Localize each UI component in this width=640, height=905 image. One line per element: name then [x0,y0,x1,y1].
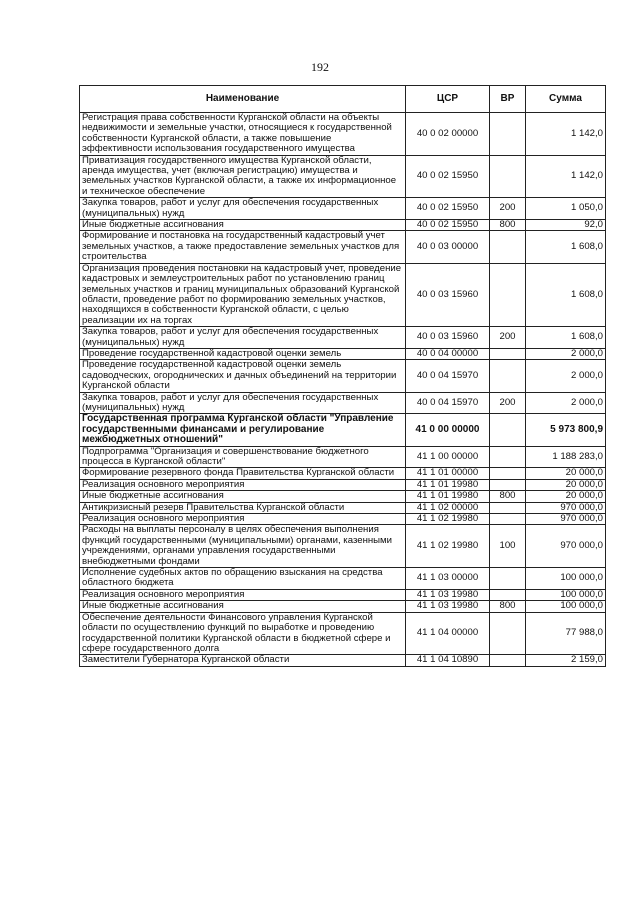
cell-name: Расходы на выплаты персоналу в целях обеспечения выполнения функций государственными (муниципальными) органами, казенными учреждениями, органами управления государственными внебюджетными фондами [80,525,406,568]
cell-name: Государственная программа Курганской области "Управление государственными финансами и регулирование межбюджетных отношений" [80,414,406,446]
cell-sum: 1 608,0 [526,327,606,349]
cell-vr [490,263,526,326]
cell-name: Подпрограмма "Организация и совершенствование бюджетного процесса в Курганской области" [80,446,406,468]
cell-vr [490,589,526,600]
cell-name: Регистрация права собственности Курганской области на объекты недвижимости и земельные участки, относящиеся к государственной собственности Курганской области, а также повышение эффективности использования государственного имущества [80,113,406,156]
cell-sum: 1 050,0 [526,198,606,220]
cell-name: Формирование резервного фонда Правительства Курганской области [80,468,406,479]
page-number: 192 [311,60,329,74]
header-csr: ЦСР [406,86,490,113]
budget-table [79,85,606,667]
cell-name: Формирование и постановка на государственный кадастровый учет земельных участков, а также предоставление земельных участков для строительства [80,231,406,263]
cell-name: Обеспечение деятельности Финансового управления Курганской области по осуществлению функций по выработке и проведению государственной политики Курганской области в бюджетной сфере и сфере государственного долга [80,612,406,655]
table-row [80,468,606,479]
cell-sum: 1 608,0 [526,231,606,263]
table-row [80,479,606,490]
cell-csr: 41 1 03 19980 [406,589,490,600]
cell-csr: 40 0 03 15960 [406,263,490,326]
cell-csr: 41 1 01 19980 [406,491,490,502]
cell-vr [490,479,526,490]
table-row [80,220,606,231]
cell-csr: 41 1 01 00000 [406,468,490,479]
cell-name: Иные бюджетные ассигнования [80,491,406,502]
cell-csr: 41 1 03 19980 [406,601,490,612]
cell-sum: 100 000,0 [526,589,606,600]
table-header-row [80,86,606,113]
cell-vr [490,468,526,479]
cell-name: Проведение государственной кадастровой оценки земель садоводческих, огороднических и дачных объединений на территории Курганской области [80,360,406,392]
table-row [80,446,606,468]
cell-vr: 800 [490,220,526,231]
cell-vr: 200 [490,327,526,349]
cell-sum: 100 000,0 [526,568,606,590]
cell-sum: 100 000,0 [526,601,606,612]
cell-name: Приватизация государственного имущества Курганской области, аренда имущества, учет (включая регистрацию) имущества и земельных участков Курганской области, а также их информационное и техническое обеспечение [80,155,406,198]
table-row [80,263,606,326]
table-row [80,113,606,156]
cell-name: Реализация основного мероприятия [80,514,406,525]
table-row [80,589,606,600]
table-row [80,525,606,568]
table-row [80,612,606,655]
header-name: Наименование [80,86,406,113]
cell-vr [490,348,526,359]
cell-csr: 40 0 04 15970 [406,392,490,414]
cell-name: Иные бюджетные ассигнования [80,220,406,231]
table-row [80,601,606,612]
table-row [80,514,606,525]
cell-sum: 1 188 283,0 [526,446,606,468]
cell-vr [490,612,526,655]
cell-sum: 970 000,0 [526,525,606,568]
cell-csr: 41 1 02 00000 [406,502,490,513]
cell-vr [490,446,526,468]
cell-sum: 1 142,0 [526,155,606,198]
cell-vr: 800 [490,601,526,612]
table-row [80,414,606,446]
cell-vr [490,360,526,392]
cell-sum: 970 000,0 [526,514,606,525]
cell-sum: 2 000,0 [526,360,606,392]
table-row [80,155,606,198]
cell-csr: 41 1 04 00000 [406,612,490,655]
cell-sum: 970 000,0 [526,502,606,513]
cell-vr [490,655,526,666]
cell-sum: 20 000,0 [526,491,606,502]
cell-name: Антикризисный резерв Правительства Курганской области [80,502,406,513]
cell-vr: 200 [490,198,526,220]
cell-sum: 2 000,0 [526,392,606,414]
cell-vr: 100 [490,525,526,568]
table-row [80,655,606,666]
cell-csr: 41 1 01 19980 [406,479,490,490]
cell-csr: 40 0 03 00000 [406,231,490,263]
table-row [80,360,606,392]
cell-vr [490,514,526,525]
table-row [80,327,606,349]
cell-csr: 41 0 00 00000 [406,414,490,446]
cell-name: Реализация основного мероприятия [80,589,406,600]
cell-csr: 40 0 04 15970 [406,360,490,392]
cell-vr: 200 [490,392,526,414]
cell-csr: 41 1 02 19980 [406,525,490,568]
cell-sum: 1 142,0 [526,113,606,156]
cell-csr: 40 0 02 15950 [406,155,490,198]
header-sum: Сумма [526,86,606,113]
cell-vr [490,502,526,513]
cell-vr [490,568,526,590]
table-row [80,568,606,590]
cell-sum: 20 000,0 [526,479,606,490]
cell-vr [490,113,526,156]
table-row [80,392,606,414]
cell-name: Реализация основного мероприятия [80,479,406,490]
cell-csr: 41 1 04 10890 [406,655,490,666]
table-row [80,231,606,263]
cell-csr: 40 0 03 15960 [406,327,490,349]
cell-sum: 5 973 800,9 [526,414,606,446]
header-vr: ВР [490,86,526,113]
cell-csr: 41 1 03 00000 [406,568,490,590]
cell-vr [490,414,526,446]
table-row [80,502,606,513]
cell-vr [490,155,526,198]
table-body [80,113,606,667]
cell-sum: 77 988,0 [526,612,606,655]
cell-csr: 40 0 02 00000 [406,113,490,156]
table-row [80,348,606,359]
table-row [80,491,606,502]
cell-name: Проведение государственной кадастровой оценки земель [80,348,406,359]
cell-sum: 20 000,0 [526,468,606,479]
cell-vr [490,231,526,263]
cell-csr: 41 1 02 19980 [406,514,490,525]
cell-csr: 40 0 02 15950 [406,220,490,231]
cell-name: Организация проведения постановки на кадастровый учет, проведение кадастровых и землеустроительных работ по установлению границ земельных участков и границ муниципальных образований Курганской области, проведение работ по формированию земельных участков, находящихся в собственности Курганской области, с целью реализации их на торгах [80,263,406,326]
cell-vr: 800 [490,491,526,502]
cell-sum: 1 608,0 [526,263,606,326]
cell-name: Заместители Губернатора Курганской области [80,655,406,666]
cell-name: Исполнение судебных актов по обращению взыскания на средства областного бюджета [80,568,406,590]
cell-csr: 40 0 02 15950 [406,198,490,220]
cell-name: Иные бюджетные ассигнования [80,601,406,612]
cell-sum: 2 159,0 [526,655,606,666]
cell-name: Закупка товаров, работ и услуг для обеспечения государственных (муниципальных) нужд [80,392,406,414]
cell-csr: 41 1 00 00000 [406,446,490,468]
cell-name: Закупка товаров, работ и услуг для обеспечения государственных (муниципальных) нужд [80,198,406,220]
cell-name: Закупка товаров, работ и услуг для обеспечения государственных (муниципальных) нужд [80,327,406,349]
cell-sum: 2 000,0 [526,348,606,359]
cell-sum: 92,0 [526,220,606,231]
table-row [80,198,606,220]
cell-csr: 40 0 04 00000 [406,348,490,359]
